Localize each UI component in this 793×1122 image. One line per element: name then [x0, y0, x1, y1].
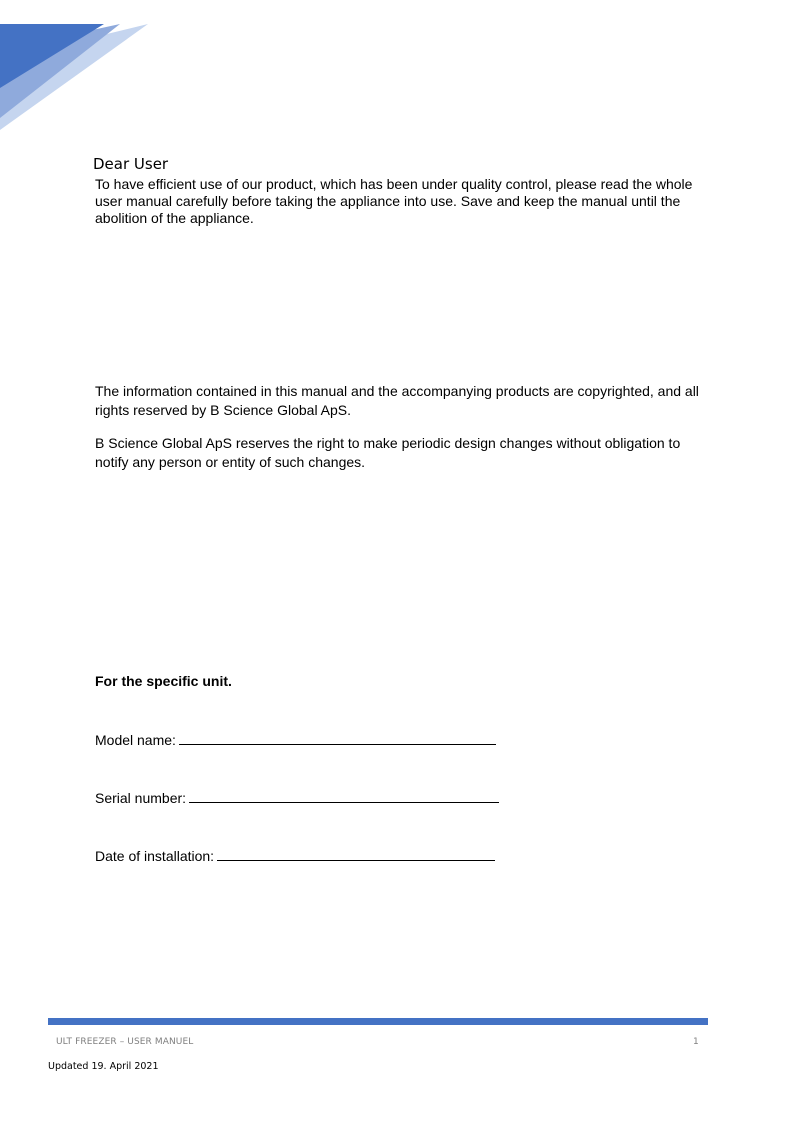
footer-document-title: ULT FREEZER – USER MANUEL	[56, 1037, 194, 1047]
greeting: Dear User	[93, 155, 169, 173]
installation-date-label: Date of installation:	[95, 848, 215, 864]
intro-paragraph: To have efficient use of our product, which has been under quality control, please read the whole user manual carefully before taking the appliance into use. Save and keep the manual until the abolition of the appliance.	[95, 176, 693, 226]
footer-divider-bar	[48, 1018, 708, 1025]
corner-decoration-graphic	[0, 0, 150, 130]
serial-number-label: Serial number:	[95, 790, 187, 806]
model-name-label: Model name:	[95, 732, 176, 748]
design-changes-paragraph: B Science Global ApS reserves the right to make periodic design changes without obligation to notify any person or entity of such changes.	[95, 435, 681, 470]
serial-number-blank[interactable]	[189, 788, 499, 803]
footer-page-number: 1	[693, 1037, 699, 1047]
installation-date-blank[interactable]	[217, 846, 495, 861]
model-name-blank[interactable]	[179, 730, 496, 745]
copyright-paragraph: The information contained in this manual and the accompanying products are copyrighted, and all rights reserved by B Science Global ApS.	[95, 383, 699, 418]
model-name-field	[95, 730, 496, 749]
updated-date: Updated 19. April 2021	[48, 1061, 159, 1072]
installation-date-field	[95, 846, 495, 865]
serial-number-field	[95, 788, 499, 807]
specific-unit-heading: For the specific unit.	[95, 673, 232, 689]
